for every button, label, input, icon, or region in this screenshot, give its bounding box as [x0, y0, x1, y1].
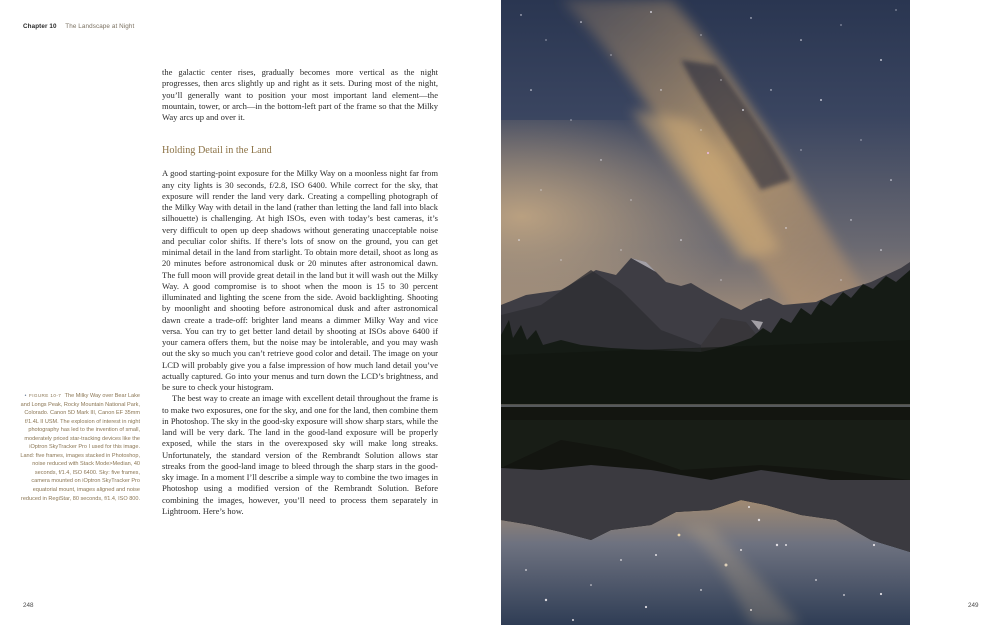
- photo-illustration: [501, 0, 910, 625]
- caption-bullet-icon: •: [24, 393, 27, 399]
- intro-paragraph: the galactic center rises, gradually becomes more vertical as the night progresses, then arcs slightly up and right as it sets. During most of the night, you’ll generally want to position your most important land element—the mountain, tower, or arch—in the bottom-left part of the frame so that the Milky Way arcs up and over it.: [162, 67, 438, 122]
- page-number-right: 249: [968, 602, 979, 609]
- chapter-number: Chapter 10: [23, 23, 57, 30]
- milky-way-photograph: [501, 0, 910, 625]
- figure-caption: [18, 392, 140, 503]
- body-paragraph: A good starting-point exposure for the Milky Way on a moonless night far from any city lights is 30 seconds, f/2.8, ISO 6400. While correct for the sky, that exposure will render the land very dark. Creating a compelling photograph of the Milky Way with detail in the land (rather than letting the land fall into black silhouette) is challenging. At high ISOs, even with today’s best cameras, it’s very difficult to open up deep shadows without generating unacceptable noise and peculiar color shifts. If there’s lots of snow on the ground, you can get minimal detail in the land from starlight. To obtain more detail, shoot as long as 20 minutes before astronomical dusk or 20 minutes after astronomical dawn. The full moon will provide great detail in the land but it will wash out the Milky Way. A good compromise is to shoot when the moon is 15 to 30 percent illuminated and lighting the scene from the side. Avoid backlighting. Shooting by moonlight and shooting before astronomical dusk and after astronomical dawn create a trade-off: brighter land means a dimmer Milky Way and vice versa. You can try to get better land detail by shooting at ISOs above 6400 if your camera offers them, but the noise may be intolerable, and you may wash out the sky so much you can’t retrieve good color and detail. The image on your LCD will probably give you a false impression of how much land detail you’ve actually captured. Go into your menus and turn down the LCD’s brightness, and be sure to check your histogram.: [162, 168, 438, 392]
- caption-text: The Milky Way over Bear Lake and Longs Peak, Rocky Mountain National Park, Colorado. Canon 5D Mark III, Canon EF 35mm f/1.4L II USM. The explosion of interest in night photography has led to the invention of small, moderately priced star-tracking devices like the iOptron SkyTracker Pro I used for this image. Land: five frames, images stacked in Photoshop, noise reduced with Stack Mode>Median, 40 seconds, f/1.4, ISO 6400. Sky: five frames, camera mounted on iOptron SkyTracker Pro equatorial mount, images aligned and noise reduced in RegiStar, 80 seconds, f/1.4, ISO 800.: [20, 393, 140, 502]
- section-heading: Holding Detail in the Land: [162, 144, 272, 156]
- body-text-column: [162, 67, 438, 517]
- page-number-left: 248: [23, 602, 34, 609]
- chapter-title: The Landscape at Night: [65, 23, 135, 30]
- figure-label: FIGURE 10-7: [28, 393, 62, 398]
- running-head: [23, 23, 134, 30]
- body-paragraph: The best way to create an image with excellent detail throughout the frame is to make two exposures, one for the sky, and one for the land, then combine them in Photoshop. The sky in the good-sky exposure will show sharp stars, while the land will be very dark. The land in the good-land exposure will be properly exposed, while the stars in the overexposed sky will make long streaks. Unfortunately, the standard version of the Rembrandt Solution allows star streaks from the good-land image to bleed through the sharp stars in the good-sky image. In a moment I’ll describe a simple way to combine the two images in Photoshop using a modified version of the Rembrandt Solution. Before combining the images, however, you’ll need to process them separately in Lightroom. Here’s how.: [162, 393, 438, 516]
